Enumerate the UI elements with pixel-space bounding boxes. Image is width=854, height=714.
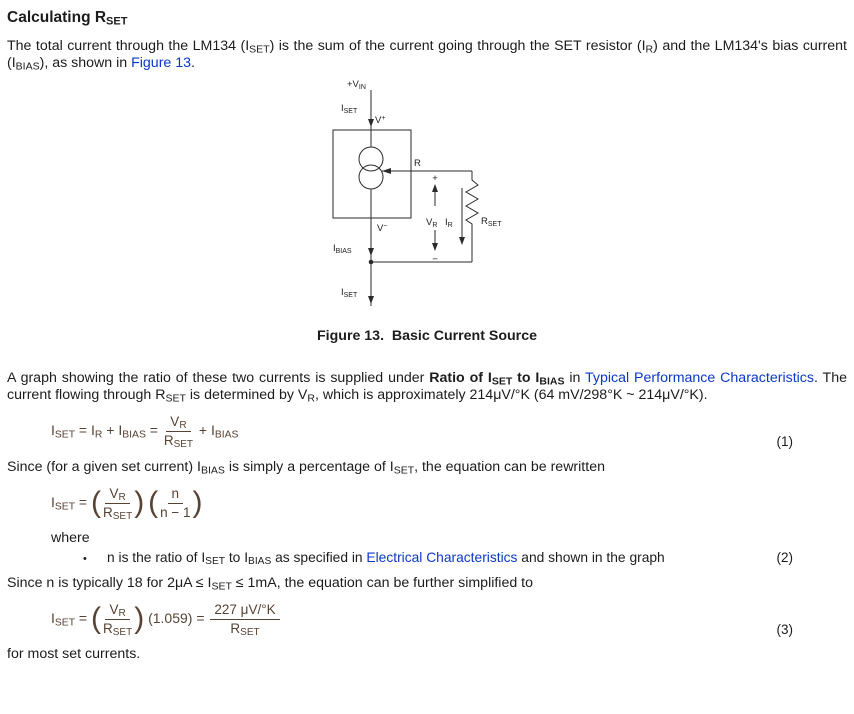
fraction: $\frac{V_R}{R_{SET}}$ <box>103 486 133 523</box>
iset-bottom-arrow <box>368 296 374 304</box>
fraction: $\frac{V_R}{R_{SET}}$ <box>163 414 193 451</box>
label-iset-top: $I_{SET}$ <box>340 103 357 115</box>
equation-2 <box>51 486 793 521</box>
lm134-body <box>333 130 411 218</box>
r-terminal-arrow <box>382 168 391 174</box>
ir-down-arrow <box>459 237 465 245</box>
bullet-text: n is the ratio of $I_{SET}$ to $I_{BIAS}$ as specified in Electrical Characteristics and shown in the graph <box>107 550 665 568</box>
bullet-marker: • <box>83 553 87 565</box>
rset-resistor <box>466 171 478 262</box>
label-ibias: $I_{BIAS}$ <box>332 243 352 255</box>
equation-2-body: $I_{SET}$ = ( $\frac{V_R}{R_{SET}}$ ) ( $\frac{n}{n - 1}$ ) <box>51 485 203 523</box>
big-paren: ( <box>91 485 102 519</box>
big-paren: ) <box>134 485 145 519</box>
label-vin: $+V_{IN}$ <box>346 79 366 91</box>
big-paren: ) <box>134 601 145 635</box>
iset-top-arrow <box>368 119 374 127</box>
label-iset-bottom: $I_{SET}$ <box>340 287 357 299</box>
label-vr: $V_R$ <box>425 217 437 229</box>
section-heading: Calculating $R_{SET}$ <box>7 9 128 28</box>
equation-1 <box>51 414 793 449</box>
para-rewrite: Since (for a given set current) $I_{BIAS}$ is simply a percentage of $I_{SET}$, the equation can be rewritten <box>7 459 605 477</box>
label-v-minus: V− <box>376 223 387 234</box>
vr-down-arrow <box>432 243 438 251</box>
equation-1-body: $I_{SET} = I_R + I_{BIAS}$ = $\frac{V_R}{R_{SET}}$ + $I_{BIAS}$ <box>51 414 239 451</box>
label-r-pin: R <box>413 158 421 169</box>
vr-up-arrow <box>432 184 438 192</box>
fraction: $\frac{V_R}{R_{SET}}$ <box>103 602 133 639</box>
equation-1-number: (1) <box>776 434 793 449</box>
doc-link[interactable]: Typical Performance Characteristics <box>585 370 814 386</box>
para-simplify: Since n is typically 18 for $2\mu A \le I_{SET} \le 1mA$, the equation can be further simplified to <box>7 575 534 593</box>
para-ratio: A graph showing the ratio of these two currents is supplied under Ratio of $I_{SET}$ to $I_{BIAS}$ in Typical Performance Characteristics. The current flowing through $R_{SET}$ is determined by $V_R$, which is approximately 214μV/°K (64 mV/298°K ~ 214μV/°K). <box>7 370 848 405</box>
fraction: $\frac{n}{n - 1}$ <box>160 486 191 520</box>
fraction: $\frac{227 \mu V/^\circ K}{R_{SET}}$ <box>210 602 279 637</box>
label-ir: $I_R$ <box>444 217 453 229</box>
label-rset: $R_{SET}$ <box>480 216 501 228</box>
big-paren: ( <box>148 485 159 519</box>
label-plus: + <box>431 173 438 184</box>
circuit-diagram <box>325 78 530 310</box>
figure-13 <box>7 78 847 344</box>
equation-3 <box>51 602 793 637</box>
figure-caption: Figure 13. Basic Current Source <box>317 328 537 344</box>
big-paren: ( <box>91 601 102 635</box>
label-v-plus: V+ <box>374 115 385 126</box>
bullet-note <box>83 550 793 568</box>
doc-link[interactable]: Electrical Characteristics <box>366 550 518 565</box>
big-paren: ) <box>192 485 203 519</box>
doc-link[interactable]: Figure 13 <box>131 55 192 71</box>
label-minus: − <box>431 254 438 265</box>
equation-3-number: (3) <box>776 622 793 637</box>
ibias-arrow <box>368 248 374 256</box>
para-intro: The total current through the LM134 $(I_{SET})$ is the sum of the current going through the SET resistor $(I_R)$ and the LM134's bias current $(I_{BIAS})$, as shown in Figure 13. <box>7 38 847 73</box>
where-label: where <box>51 530 90 546</box>
closing-line: for most set currents. <box>7 646 141 662</box>
equation-2-number: (2) <box>776 550 793 565</box>
equation-3-body: $I_{SET}$ = ( $\frac{V_R}{R_{SET}}$ ) (1.059) = $\frac{227 \mu V/^\circ K}{R_{SET}}$ <box>51 602 282 637</box>
